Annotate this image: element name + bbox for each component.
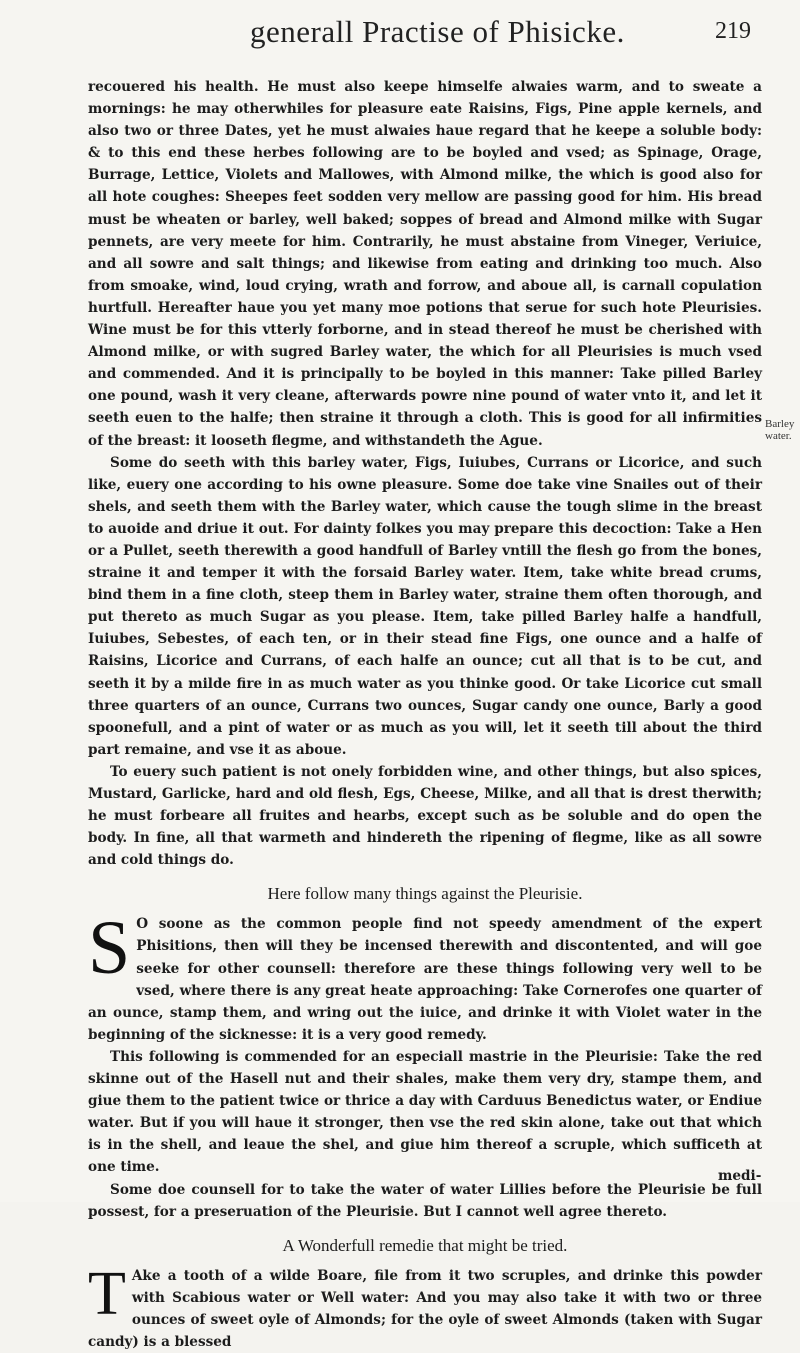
dropcap-paragraph xyxy=(88,906,762,1046)
paragraph: This following is commended for an especiall mastrie in the Pleurisie: Take the red skinne out of the Hasell nut and their shales, make them very dry, stampe them, and giue them to the patient twice or thrice a day with Carduus Benedictus water, or Endiue water. But if you will haue it stronger, then vse the red skin alone, take out that which is in the shell, and leaue the shel, and giue him thereof a scruple, which sufficeth at one time. xyxy=(88,1048,762,1176)
body-text xyxy=(88,76,762,1353)
drop-capital: T xyxy=(88,1259,126,1328)
section-heading: A Wonderfull remedie that might be tried. xyxy=(282,1235,568,1255)
page-number: 219 xyxy=(715,18,751,44)
dropcap-paragraph xyxy=(88,1259,762,1353)
drop-capital: S xyxy=(88,906,131,991)
paragraph: recouered his health. He must also keepe himselfe alwaies warm, and to sweate a mornings: he may otherwhiles for pleasure eate Raisins, Figs, Pine apple kernels, and also two or three Dates, yet he must alwaies haue regard that he keepe a soluble body: & to this end these herbes following are to be boyled and vsed; as Spinage, Orage, Burrage, Lettice, Violets and Mallowes, with Almond milke, the which is good also for all hote coughes: Sheepes feet sodden very mellow are passing good for him. His bread must be wheaten or barley, well baked; soppes of bread and Almond milke with Sugar pennets, are very meete for him. Contrarily, he must abstaine from Vineger, Veriuice, and all sowre and salt things; and likewise from eating and drinking too much. Also from smoake, wind, loud crying, wrath and forrow, and aboue all, is carnall copulation hurtfull. Hereafter haue you yet many moe potions that serue for such hote Pleurisies. Wine must be for this vtterly forborne, and in stead thereof he must be cherished with Almond milke, or with sugred Barley water, the which for all Pleurisies is much vsed and commended. And it is principally to be boyled in this manner: Take pilled Barley one pound, wash it very cleane, afterwards powre nine pound of water vnto it, and let it seeth euen to the halfe; then straine it through a cloth. This is good for all infirmities of the breast: it looseth flegme, and withstandeth the Ague. xyxy=(88,79,762,449)
paragraph: Some do seeth with this barley water, Figs, Iuiubes, Currans or Licorice, and such like, euery one according to his owne pleasure. Some doe take vine Snailes out of their shels, and seeth them with the Barley water, which cause the tough slime in the breast to auoide and driue it out. For dainty folkes you may prepare this decoction: Take a Hen or a Pullet, seeth therewith a good handfull of Barley vntill the flesh go from the bones, straine it and temper it with the forsaid Barley water. Item, take white bread crums, bind them in a fine cloth, steep them in Barley water, straine them often thorough, and put thereto as much Sugar as you please. Item, take pilled Barley halfe a handfull, Iuiubes, Sebestes, of each ten, or in their stead fine Figs, one ounce and a halfe of Raisins, Licorice and Currans, of each halfe an ounce; cut all that is to be cut, and seeth it by a milde fire in as much water as you thinke good. Or take Licorice cut small three quarters of an ounce, Currans two ounces, Sugar candy one ounce, Barly a good spoonefull, and a pint of water or as much as you will, let it seeth till about the third part remaine, and vse it as aboue. xyxy=(88,454,762,758)
paragraph-text: Ake a tooth of a wilde Boare, file from it two scruples, and drinke this powder with Scabious water or Well water: And you may also take it with two or three ounces of sweet oyle of Almonds; for the oyle of sweet Almonds (taken with Sugar candy) is a blessed xyxy=(88,1267,762,1350)
section-heading: Here follow many things against the Pleurisie. xyxy=(267,884,583,904)
catchword: medi- xyxy=(718,1168,762,1184)
paragraph-text: O soone as the common people find not speedy amendment of the expert Phisitions, then will they be incensed therewith and discontented, and will goe seeke for other counsell: therefore are these things following very well to be vsed, where there is any great heate approaching: Take Cornerofes one quarter of an ounce, stamp them, and wring out the iuice, and drinke it with Violet water in the beginning of the sicknesse: it is a very good remedy. xyxy=(88,916,762,1043)
running-head: generall Practise of Phisicke. xyxy=(250,14,625,49)
margin-note: Barley water. xyxy=(765,418,795,442)
paragraph: Some doe counsell for to take the water of water Lillies before the Pleurisie be full possest, for a preseruation of the Pleurisie. But I cannot well agree thereto. xyxy=(88,1181,762,1220)
paragraph: To euery such patient is not onely forbidden wine, and other things, but also spices, Mustard, Garlicke, hard and old flesh, Egs, Cheese, Milke, and all that is drest therwith; he must forbeare all fruites and hearbs, except such as be soluble and do open the body. In fine, all that warmeth and hindereth the ripening of flegme, like as all sowre and cold things do. xyxy=(88,763,762,869)
page-header xyxy=(0,14,800,64)
